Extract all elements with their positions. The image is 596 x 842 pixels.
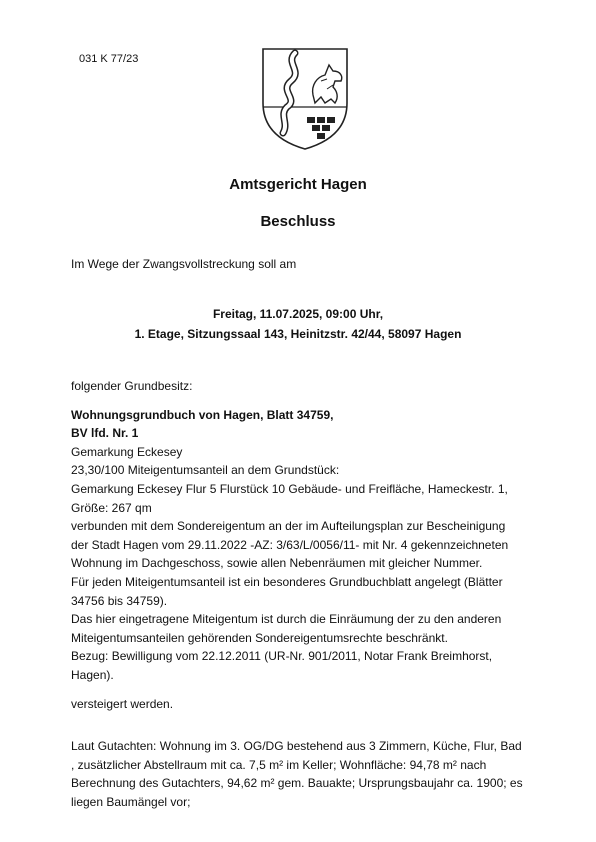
- property-line: 34756 bis 34759).: [71, 593, 168, 608]
- property-line: Miteigentumsanteilen gehörenden Sondereigentumsrechte beschränkt.: [71, 630, 448, 645]
- property-lead: folgender Grundbesitz:: [71, 379, 193, 393]
- case-number: 031 K 77/23: [79, 53, 139, 65]
- property-line: Gemarkung Eckesey Flur 5 Flurstück 10 Gebäude- und Freifläche, Hameckestr. 1,: [71, 481, 508, 496]
- property-line: Gemarkung Eckesey: [71, 444, 183, 459]
- property-line: verbunden mit dem Sondereigentum an der im Aufteilungsplan zur Bescheinigung: [71, 519, 506, 534]
- register-entry: Wohnungsgrundbuch von Hagen, Blatt 34759,: [71, 407, 334, 422]
- appraisal-line: Berechnung des Gutachters, 94,62 m² gem. Bauakte; Ursprungsbaujahr ca. 1900; es: [71, 776, 523, 791]
- property-line: Für jeden Miteigentumsanteil ist ein besonderes Grundbuchblatt angelegt (Blätter: [71, 574, 503, 589]
- court-name: Amtsgericht Hagen: [229, 176, 367, 193]
- property-line: Größe: 267 qm: [71, 500, 152, 515]
- appraisal-line: , zusätzlicher Abstellraum mit ca. 7,5 m² im Keller; Wohnfläche: 94,78 m² nach: [71, 757, 487, 772]
- property-line: 23,30/100 Miteigentumsanteil an dem Grundstück:: [71, 463, 340, 478]
- appointment-location: 1. Etage, Sitzungssaal 143, Heinitzstr. 42/44, 58097 Hagen: [134, 327, 462, 341]
- property-line: der Stadt Hagen vom 29.11.2022 -AZ: 3/63/L/0056/11- mit Nr. 4 gekennzeichneten: [71, 537, 509, 552]
- coat-of-arms-icon: [255, 45, 355, 153]
- document-title: Beschluss: [260, 213, 336, 230]
- appointment-date: Freitag, 11.07.2025, 09:00 Uhr,: [212, 307, 384, 321]
- appraisal-line: liegen Baumängel vor;: [71, 794, 191, 809]
- property-line: Hagen).: [71, 667, 114, 682]
- property-line: Bezug: Bewilligung vom 22.12.2011 (UR-Nr. 901/2011, Notar Frank Breimhorst,: [71, 649, 493, 664]
- outcome-text: versteigert werden.: [71, 696, 174, 711]
- intro-text: Im Wege der Zwangsvollstreckung soll am: [71, 257, 297, 271]
- document-body: [71, 377, 541, 811]
- property-line: Wohnung im Dachgeschoss, sowie allen Nebenräumen mit gleicher Nummer.: [71, 556, 483, 571]
- bv-number: BV lfd. Nr. 1: [71, 426, 139, 441]
- appraisal-line: Laut Gutachten: Wohnung im 3. OG/DG bestehend aus 3 Zimmern, Küche, Flur, Bad: [71, 739, 522, 754]
- property-line: Das hier eingetragene Miteigentum ist durch die Einräumung der zu den anderen: [71, 612, 502, 627]
